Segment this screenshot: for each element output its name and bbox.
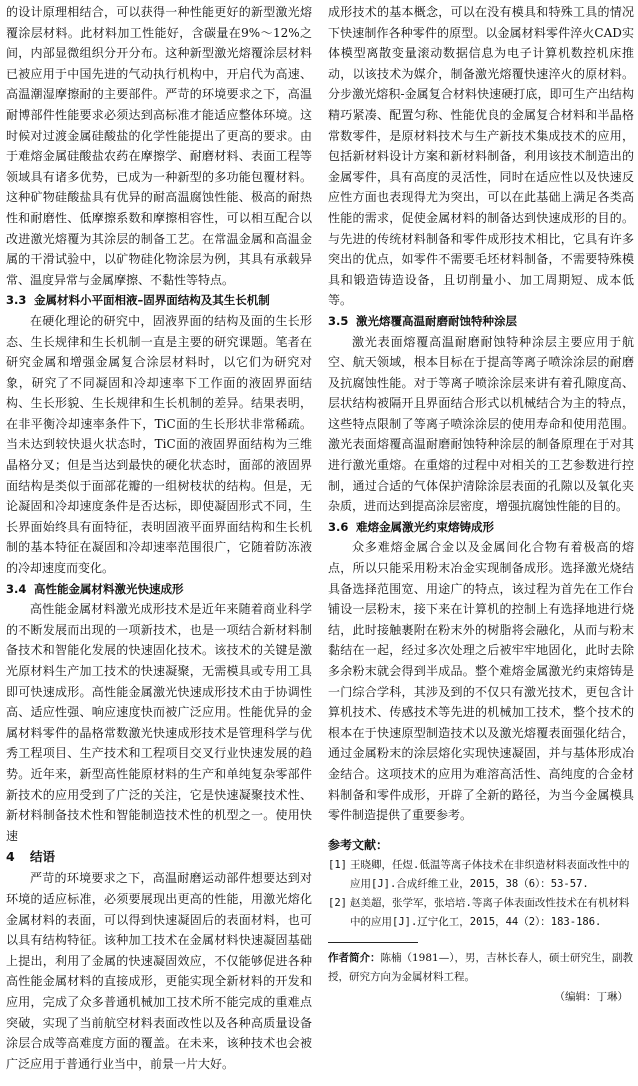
section-title: 高性能金属材料激光快速成形 <box>34 581 184 596</box>
section-heading-3-3 <box>6 290 312 311</box>
section-title: 结语 <box>30 849 56 865</box>
body-paragraph-3-4: 高性能金属材料激光成形技术是近年来随着商业科学的不断发展而出现的一项新技术，也是一项结合新材料制备技术和智能化发展的快速固化技术。该技术的关键是激光原材料生产加工技术的快速凝聚，无需模具或专用工具即可快速成形。高性能金属激光快速成形技术由于协调性高、适应性强、响应速度快而被广泛应用。性能优异的金属材料零件的晶格常数激光快速成形技术是管理科学与优秀工程项目、生产技术和工程项目交叉行业快速发展的趋势。近年来，新型高性能原材料的生产和单纯复杂零部件新技术的应用受到了广泛的关注，它是快速凝聚技术性、新材料制备技术性和智能制造技术性的机型之一。使用快速 <box>6 602 312 843</box>
section-number: 3.4 <box>6 581 27 596</box>
references-heading: 参考文献： <box>328 837 389 852</box>
reference-number: [2] <box>328 896 347 909</box>
section-heading-3-4 <box>6 579 312 600</box>
reference-item <box>328 894 634 932</box>
footnote-divider <box>328 942 418 943</box>
right-column <box>328 2 634 1007</box>
body-paragraph-3-3: 在硬化理论的研究中，固液界面的结构及面的生长形态、生长规律和生长机制一直是主要的研究课题。笔者在研究金属和增强金属复合涂层材料时，以它们为研究对象，研究了不同凝固和冷却速率下工作面的液固界面结构、生长形貌、生长规律和生长机制的差异。结果表明，在非平衡冷却速率条件下，TiC面的生长形状非常稀疏。当未达到较快退火状态时，TiC面的液固界面结构为三维晶格分叉；但是当达到最快的硬化状态时，面部的液固界面结构是类似于面部花瓣的一组树枝状的结构。但是，无论凝固和冷却速度条件是否达标，即使凝固形式不同，生长界面始终具有面特征，表明固液平面界面结构和生长机制的基本特征在凝固和冷却速率范围很广，它随着防冻液的冷却速度而变化。 <box>6 313 312 576</box>
section-heading-3-5 <box>328 311 634 332</box>
body-paragraph-3-6: 众多难熔金属合金以及金属间化合物有着极高的熔点，所以只能采用粉末冶金实现制备成形。选择激光烧结具备选择范围宽、用途广的特点，该过程为首先在工作台铺设一层粉末，接下来在计算机的控制上有选择地进行烧结，此时接触裹附在粉末外的树脂将会融化，从而与粉末黏结在一起，经过多次处理之后被牢牢地固化，此时去除多余粉末就会得到半成品。整个难熔金属激光约束熔铸是一门综合学科，其涉及到的不仅只有激光技术，更包含计算机技术、传感技术等先进的机械加工技术，整个技术的根本在于快速原型制造技术以及激光熔覆表面强化结合，通过金属粉末的涂层熔化实现快速凝固，并与基体形成冶金结合。这项技术的应用为难溶高活性、高纯度的合金材料制备和零件成形，开辟了全新的路径，为当今金属模具零件制造提供了重要参考。 <box>328 540 634 823</box>
author-bio <box>328 949 634 987</box>
editor-note: （编辑：丁琳） <box>554 990 628 1003</box>
reference-number: [1] <box>328 858 347 871</box>
reference-text: 王晓卿，任煜.低温等离子体技术在非织造材料表面改性中的应用[J].合成纤维工业，2015，38（6）：53-57. <box>350 858 630 890</box>
section-number: 3.5 <box>328 313 349 328</box>
section-number: 4 <box>6 849 15 865</box>
section-number: 3.6 <box>328 519 349 534</box>
reference-item <box>328 856 634 894</box>
section-heading-3-6 <box>328 517 634 538</box>
section-number: 3.3 <box>6 293 27 308</box>
body-paragraph-continued: 的设计原理相结合，可以获得一种性能更好的新型激光熔覆涂层材料。此材料加工性能好，含碳量在9%～12%之间，内部显微组织分开分布。这种新型激光熔覆涂层材料已被应用于中国先进的气动执行机构中，开启代为高速、高温潮湿摩擦耐的主要部件。严苛的环境要求之下，高温耐博部件性能要求必须达到高标准才能适应整体环境。这时候对过渡金属硅酸盐的化学性能提出了更高的要求。由于难熔金属硅酸盐农药在摩擦学、耐磨材料、表面工程等领域具有诸多优势，已成为一种新型的多功能包覆材料。这种矿物硅酸盐具有优异的耐高温腐蚀性能、极高的耐热性和耐磨性、低摩擦系数和摩擦相容性，可以相互配合以改进激光熔覆为其涂层的制备工艺。在常温金属和高温金属的干滑试验中，以矿物硅化物涂层为例，其具有承载异常、温度异常与金属摩擦、不黏性等特点。 <box>6 5 312 287</box>
left-column <box>6 2 312 1074</box>
section-title: 难熔金属激光约束熔铸成形 <box>356 519 494 534</box>
reference-text: 赵美超，张学军，张培培.等离子体表面改性技术在有机材料中的应用[J].辽宁化工，2015，44（2）：183-186. <box>350 896 630 928</box>
body-paragraph-conclusion: 严苛的环境要求之下，高温耐磨运动部件想要达到对环境的适应标准，必须要展现出更高的性能，用激光熔化金属材料的表面，可以得到快速凝固后的表面材料，也可以具有结构特征。该种加工技术在金属材料快速凝固基础上提出，利用了金属的快速凝固效应，不仅能够促进各种高性能金属材料的直接成形，更能实现全新材料的开发和应用，完成了众多普通机械加工技术所不能完成的重难点突破，实现了当前航空材料表面改性以及各种高质量设备涂层合成等高难度方面的覆盖。在未来，该种技术也会被广泛应用于普通行业当中，前景一片大好。 <box>6 871 312 1071</box>
section-title: 金属材料小平面相液–固界面结构及其生长机制 <box>34 293 270 308</box>
section-title: 激光熔覆高温耐磨耐蚀特种涂层 <box>356 313 517 328</box>
author-bio-label: 作者简介： <box>328 951 381 964</box>
author-bio-text: 陈楠（1981—），男，吉林长春人，硕士研究生，副教授，研究方向为金属材料工程。 <box>328 951 633 983</box>
body-paragraph-continued: 成形技术的基本概念，可以在没有模具和特殊工具的情况下快速制作各种零件的原型。以金属材料零件淬火CAD实体模型离散变量滚动数据信息为电子计算机数控机床推动，以该技术为媒介，制备激光熔覆快速淬火的原材料。分步激光熔积-金属复合材料快速硬打底，即可生产出结构精巧紧凑、配置匀称、性能优良的金属复合材料和半晶格常数零件，是原材料技术与生产新技术集成技术的应用，包括新材料设计方案和新材料制备，利用该技术制造出的金属零件，具有高度的灵活性，同时在适应性以及快速反应性方面也表现得尤为突出，可以在此基础上满足各类高性能的需求，促使金属材料的制备达到快速成形的目的。与先进的传统材料制备和零件成形技术相比，它具有许多突出的优点，如零件不需要毛坯材料制备，不需要特殊模具和锻造铸造设备，且切削量小、加工周期短、成本低等。 <box>328 5 634 308</box>
section-heading-4 <box>6 846 312 868</box>
body-paragraph-3-5: 激光表面熔覆高温耐磨耐蚀特种涂层主要应用于航空、航天领域，根本目标在于提高等离子喷涂涂层的耐磨及抗腐蚀性能。对于等离子喷涂涂层来讲有着孔隙度高、层状结构被隔开且界面结合形式以机械结合为主的特点，这些特点限制了等离子喷涂涂层的使用寿命和使用范围。激光表面熔覆高温耐磨耐蚀特种涂层的制备原理在于对其进行激光重熔。在重熔的过程中对相关的工艺参数进行控制，通过合适的气体保护清除涂层表面的孔隙以及氧化夹杂质，进而达到提高涂层密度，增强抗腐蚀性能的目的。 <box>328 334 634 514</box>
